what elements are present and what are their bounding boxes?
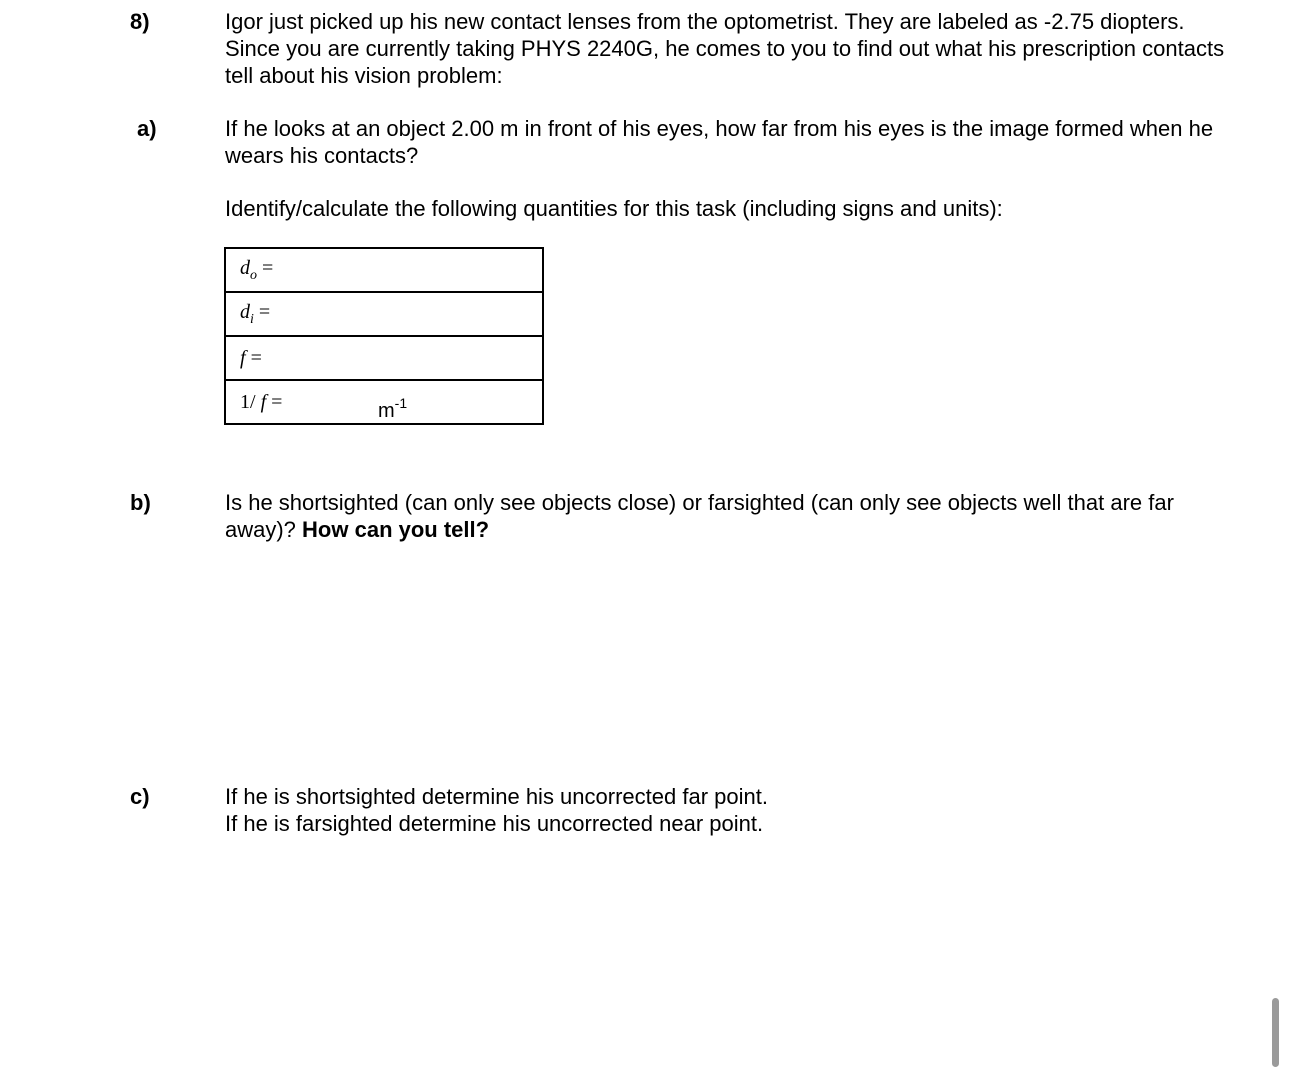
lens-power-symbol: 1/ f =: [240, 390, 283, 413]
part-b-bold-prompt: How can you tell?: [302, 517, 490, 542]
part-a-label: a): [137, 116, 157, 141]
question-number: 8): [130, 9, 150, 34]
row-image-distance: [225, 292, 543, 336]
lens-power-cell[interactable]: [225, 380, 543, 424]
part-c-line-1: If he is shortsighted determine his uncorrected far point.: [225, 784, 768, 809]
part-a-text: If he looks at an object 2.00 m in front of his eyes, how far from his eyes is the image formed when he wears his contacts?: [225, 116, 1214, 168]
focal-length-symbol: f =: [240, 346, 262, 369]
part-c-line-2: If he is farsighted determine his uncorrected near point.: [225, 811, 764, 836]
part-a-instruction: Identify/calculate the following quantities for this task (including signs and units):: [225, 196, 1003, 221]
part-b-label: b): [130, 490, 151, 515]
row-focal-length: [225, 336, 543, 380]
quantities-table: [224, 247, 544, 425]
vertical-scrollbar[interactable]: [1272, 998, 1279, 1067]
object-distance-cell[interactable]: [225, 248, 543, 292]
question-intro: Igor just picked up his new contact lenses from the optometrist. They are labeled as -2.75 diopters. Since you are currently taking PHYS 2240G, he comes to you to find out what his prescription contacts tell about his vision problem:: [225, 9, 1225, 88]
row-lens-power: [225, 380, 543, 424]
object-distance-symbol: $d_o$ =: [240, 256, 274, 283]
lens-power-unit: $m^{-1}$: [378, 395, 408, 422]
part-b-text: Is he shortsighted (can only see objects close) or farsighted (can only see objects well that are far away)? How can you tell?: [225, 490, 1174, 542]
image-distance-cell[interactable]: [225, 292, 543, 336]
focal-length-cell[interactable]: [225, 336, 543, 380]
row-object-distance: [225, 248, 543, 292]
image-distance-symbol: $d_i$ =: [240, 300, 271, 327]
part-c-label: c): [130, 784, 150, 809]
